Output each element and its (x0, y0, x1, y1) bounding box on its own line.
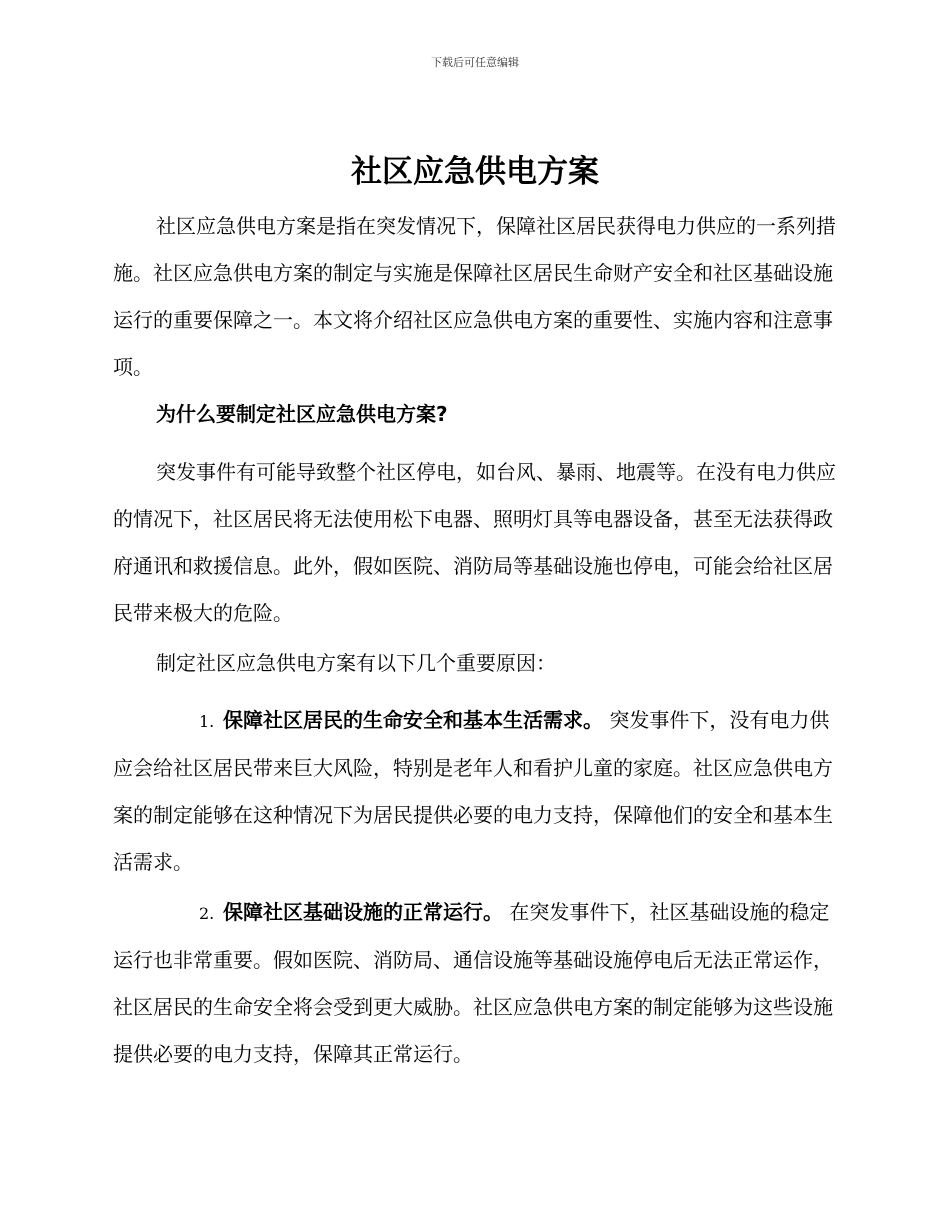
list-item-bold: 保障社区基础设施的正常运行。 (223, 900, 503, 924)
list-item (113, 697, 843, 886)
list-item-bold: 保障社区居民的生命安全和基本生活需求。 (223, 708, 603, 732)
list-item-text: 突发事件下，没有电力供应会给社区居民带来巨大风险，特别是老年人和看护儿童的家庭。社区应急供电方案的制定能够在这种情况下为居民提供必要的电力支持，保障他们的安全和基本生活需求。 (113, 708, 833, 874)
document-title: 社区应急供电方案 (351, 154, 599, 190)
header-note: 下载后可任意编辑 (431, 56, 519, 69)
list-item-number: 1. (199, 712, 215, 731)
intro-paragraph: 社区应急供电方案是指在突发情况下，保障社区居民获得电力供应的一系列措施。社区应急供电方案的制定与实施是保障社区居民生命财产安全和社区基础设施运行的重要保障之一。本文将介绍社区应急供电方案的重要性、实施内容和注意事项。 (113, 214, 836, 379)
list-item (113, 889, 843, 1078)
list-item-text: 在突发事件下，社区基础设施的稳定运行也非常重要。假如医院、消防局、通信设施等基础设施停电后无法正常运作，社区居民的生命安全将会受到更大威胁。社区应急供电方案的制定能够为这些设施提供必要的电力支持，保障其正常运行。 (113, 900, 833, 1066)
body-paragraph-2: 制定社区应急供电方案有以下几个重要原因： (156, 651, 556, 675)
body-paragraph-1: 突发事件有可能导致整个社区停电，如台风、暴雨、地震等。在没有电力供应的情况下，社区居民将无法使用松下电器、照明灯具等电器设备，甚至无法获得政府通讯和救援信息。此外，假如医院、消防局等基础设施也停电，可能会给社区居民带来极大的危险。 (113, 460, 836, 625)
section-heading: 为什么要制定社区应急供电方案? (156, 402, 448, 426)
list-item-number: 2. (199, 904, 215, 923)
